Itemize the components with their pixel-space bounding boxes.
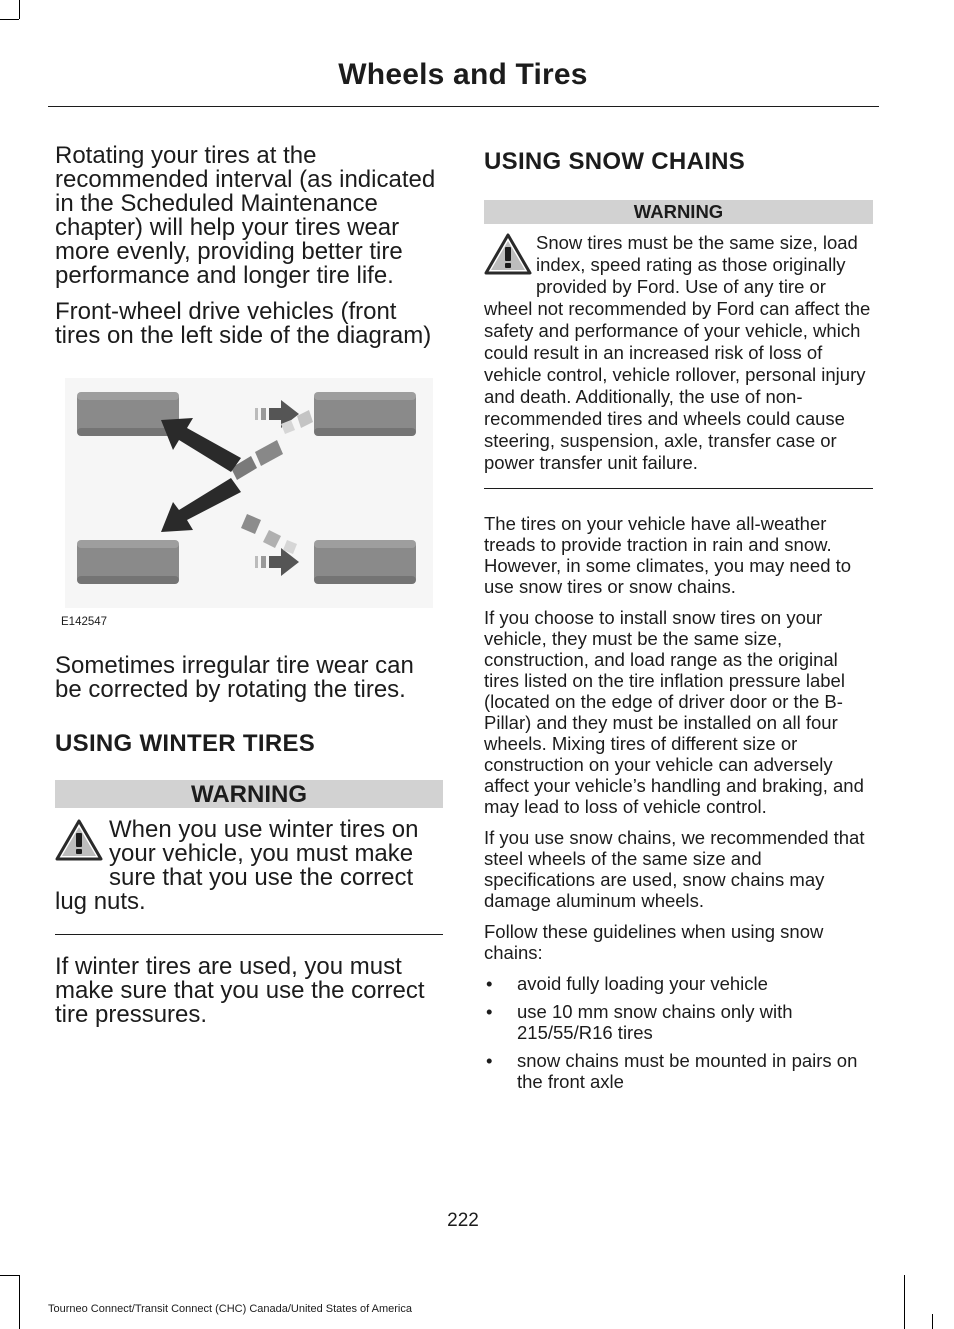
chains-warning-box [484,232,873,474]
crop-mark [19,1275,20,1329]
list-item-text: avoid fully loading your vehicle [517,973,768,994]
tire-rotation-illustration [55,368,443,638]
warning-triangle-icon [484,232,532,281]
tire-front-right [77,540,179,584]
document-footer: Tourneo Connect/Transit Connect (CHC) Canada/United States of America [48,1303,412,1315]
warning-end-rule [55,934,443,935]
warning-triangle-icon [55,818,103,867]
winter-tires-heading: USING WINTER TIRES [55,730,316,757]
right-column [484,144,873,1099]
guidelines-intro: Follow these guidelines when using snow chains: [484,921,824,963]
winter-warning-box [55,818,443,914]
warning-end-rule [484,488,873,489]
list-item [484,973,873,994]
tire-front-left [77,392,179,436]
winter-pressure-paragraph: If winter tires are used, you must make sure that you use the correct tire pressures. [55,953,425,1028]
winter-warning-text: When you use winter tires on your vehicle, you must make sure that you use the correct lug nuts. [55,818,419,914]
snow-chains-heading: USING SNOW CHAINS [484,148,746,175]
fwd-paragraph: Front-wheel drive vehicles (front tires on the left side of the diagram) [55,298,432,349]
snow-tires-paragraph: If you choose to install snow tires on your vehicle, they must be the same size, construction, and load range as the original tires listed on the tire inflation pressure label (located on the edge of driver door or the B-Pillar) and they must be installed on all four wheels. Mixing tires of different size or construction on your vehicle can adversely affect your vehicle’s handling and braking, and may lead to loss of vehicle control. [484,607,864,817]
diagram-code: E142547 [61,616,108,628]
chains-warning-label: WARNING [484,200,873,224]
crop-mark [0,19,19,20]
list-item-text: use 10 mm snow chains only with 215/55/R16 tires [517,1001,793,1043]
crop-mark [19,0,20,19]
chains-warning-text: Snow tires must be the same size, load index, speed rating as those originally provided by Ford. Use of any tire or wheel not recommended by Ford can affect the safety and performance of your vehicle, which could result in an increased risk of loss of vehicle control, vehicle rollover, personal injury and death. Additionally, the use of non-recommended tires and wheels could cause steering, suspension, axle, transfer case or power transfer unit failure. [484,232,871,473]
tire-rear-left [314,392,416,436]
rotation-paragraph: Rotating your tires at the recommended interval (as indicated in the Scheduled Maintenance chapter) will help your tires wear more evenly, providing better tire performance and longer tire life. [55,142,436,289]
crop-mark [932,1314,933,1329]
snow-chains-wheels-paragraph: If you use snow chains, we recommended that steel wheels of the same size and specifications are used, snow chains may damage aluminum wheels. [484,827,865,911]
bullet: • [486,973,493,994]
header-divider [48,106,879,107]
tire-rotation-diagram [55,368,443,638]
irregular-wear-paragraph: Sometimes irregular tire wear can be corrected by rotating the tires. [55,652,414,703]
winter-warning-label: WARNING [55,780,443,808]
crop-mark [904,1275,905,1329]
tire-rear-right [314,540,416,584]
list-item [484,1001,873,1043]
guidelines-list [484,973,873,1092]
bullet: • [486,1001,493,1022]
all-weather-paragraph: The tires on your vehicle have all-weather treads to provide traction in rain and snow. However, in some climates, you may need to use snow tires or snow chains. [484,513,852,597]
page-title: Wheels and Tires [338,58,588,91]
bullet: • [486,1050,493,1071]
list-item [484,1050,873,1092]
crop-mark [0,1275,19,1276]
page-number: 222 [447,1210,479,1231]
left-column [55,144,443,1039]
list-item-text: snow chains must be mounted in pairs on the front axle [517,1050,858,1092]
